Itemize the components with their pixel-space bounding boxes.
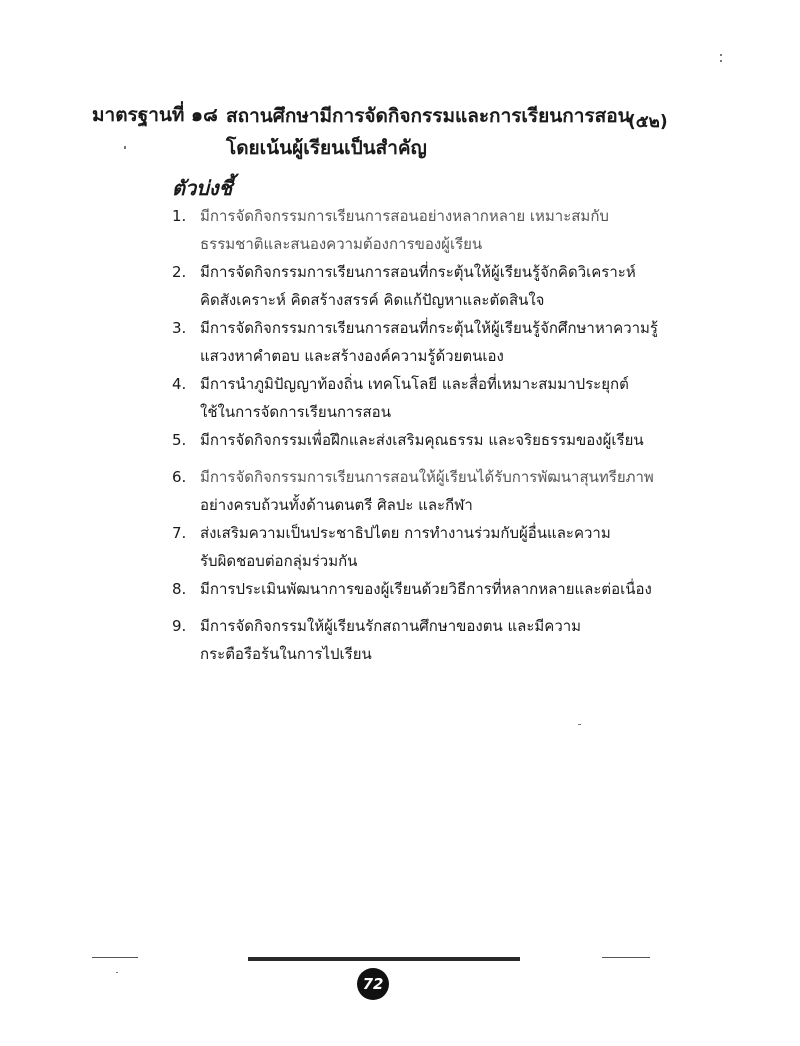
scan-speck [116, 972, 118, 973]
indicator-text-line-1: มีการนำภูมิปัญญาท้องถิ่น เทคโนโลยี และสื่อที่เหมาะสมมาประยุกต์ [200, 375, 629, 393]
indicator-text-line-2: แสวงหาคำตอบ และสร้างองค์ความรู้ด้วยตนเอง [200, 347, 504, 365]
indicator-list [172, 202, 672, 668]
indicator-item-1 [172, 202, 672, 258]
indicator-text-line-1: มีการจัดกิจกรรมการเรียนการสอนที่กระตุ้นให้ผู้เรียนรู้จักศึกษาหาความรู้ [200, 319, 658, 337]
indicator-item-2 [172, 258, 672, 314]
indicator-number: 6. [172, 468, 187, 486]
scan-speck [720, 54, 722, 56]
indicator-item-7 [172, 519, 672, 575]
footer-rule-right [602, 957, 650, 958]
indicator-text-line-1: ส่งเสริมความเป็นประชาธิปไตย การทำงานร่วมกับผู้อื่นและความ [200, 524, 611, 542]
indicator-text-line-2: ธรรมชาติและสนองความต้องการของผู้เรียน [200, 235, 483, 253]
indicator-item-6 [172, 463, 672, 519]
standard-title-line-1: สถานศึกษามีการจัดกิจกรรมและการเรียนการสอน [226, 105, 631, 127]
indicator-number: 4. [172, 375, 187, 393]
indicator-text-line-2: ใช้ในการจัดการเรียนการสอน [200, 403, 391, 421]
indicator-number: 8. [172, 580, 187, 598]
indicator-text-line-1: มีการจัดกิจกรรมให้ผู้เรียนรักสถานศึกษาของตน และมีความ [200, 617, 582, 635]
indicator-text-line-1: มีการจัดกิจกรรมเพื่อฝึกและส่งเสริมคุณธรรม และจริยธรรมของผู้เรียน [200, 431, 644, 449]
standard-title [226, 100, 631, 164]
indicator-text-line-1: มีการจัดกิจกรรมการเรียนการสอนอย่างหลากหลาย เหมาะสมกับ [200, 207, 609, 225]
scan-speck [578, 724, 581, 725]
indicator-text-line-1: มีการจัดกิจกรรมการเรียนการสอนที่กระตุ้นให้ผู้เรียนรู้จักคิดวิเคราะห์ [200, 263, 636, 281]
indicator-text-line-1: มีการจัดกิจกรรมการเรียนการสอนให้ผู้เรียนได้รับการพัฒนาสุนทรียภาพ [200, 468, 654, 486]
indicator-item-5 [172, 426, 672, 454]
indicator-text-line-2: คิดสังเคราะห์ คิดสร้างสรรค์ คิดแก้ปัญหาและตัดสินใจ [200, 291, 545, 309]
indicator-text-line-1: มีการประเมินพัฒนาการของผู้เรียนด้วยวิธีการที่หลากหลายและต่อเนื่อง [200, 580, 652, 598]
standard-title-line-2: โดยเน้นผู้เรียนเป็นสำคัญ [226, 137, 427, 159]
footer-rule-left [92, 957, 138, 958]
indicator-number: 1. [172, 207, 187, 225]
scan-speck [720, 60, 722, 62]
scan-speck [124, 146, 126, 149]
indicator-item-4 [172, 370, 672, 426]
page-number-badge: 72 [357, 968, 389, 1000]
indicator-number: 2. [172, 263, 187, 281]
standard-label: มาตรฐานที่ ๑๘ [92, 104, 218, 126]
indicator-item-9 [172, 612, 672, 668]
indicator-number: 7. [172, 524, 187, 542]
indicator-number: 9. [172, 617, 187, 635]
indicator-item-8 [172, 575, 672, 603]
footer-rule-main [248, 957, 520, 961]
indicator-number: 3. [172, 319, 187, 337]
indicator-item-3 [172, 314, 672, 370]
page-code: (๕๒) [628, 112, 668, 132]
indicator-text-line-2: อย่างครบถ้วนทั้งด้านดนตรี ศิลปะ และกีฬา [200, 496, 473, 514]
indicators-heading: ตัวบ่งชี้ [172, 176, 233, 200]
indicator-number: 5. [172, 431, 187, 449]
indicator-text-line-2: กระตือรือร้นในการไปเรียน [200, 645, 372, 663]
indicator-text-line-2: รับผิดชอบต่อกลุ่มร่วมกัน [200, 552, 358, 570]
